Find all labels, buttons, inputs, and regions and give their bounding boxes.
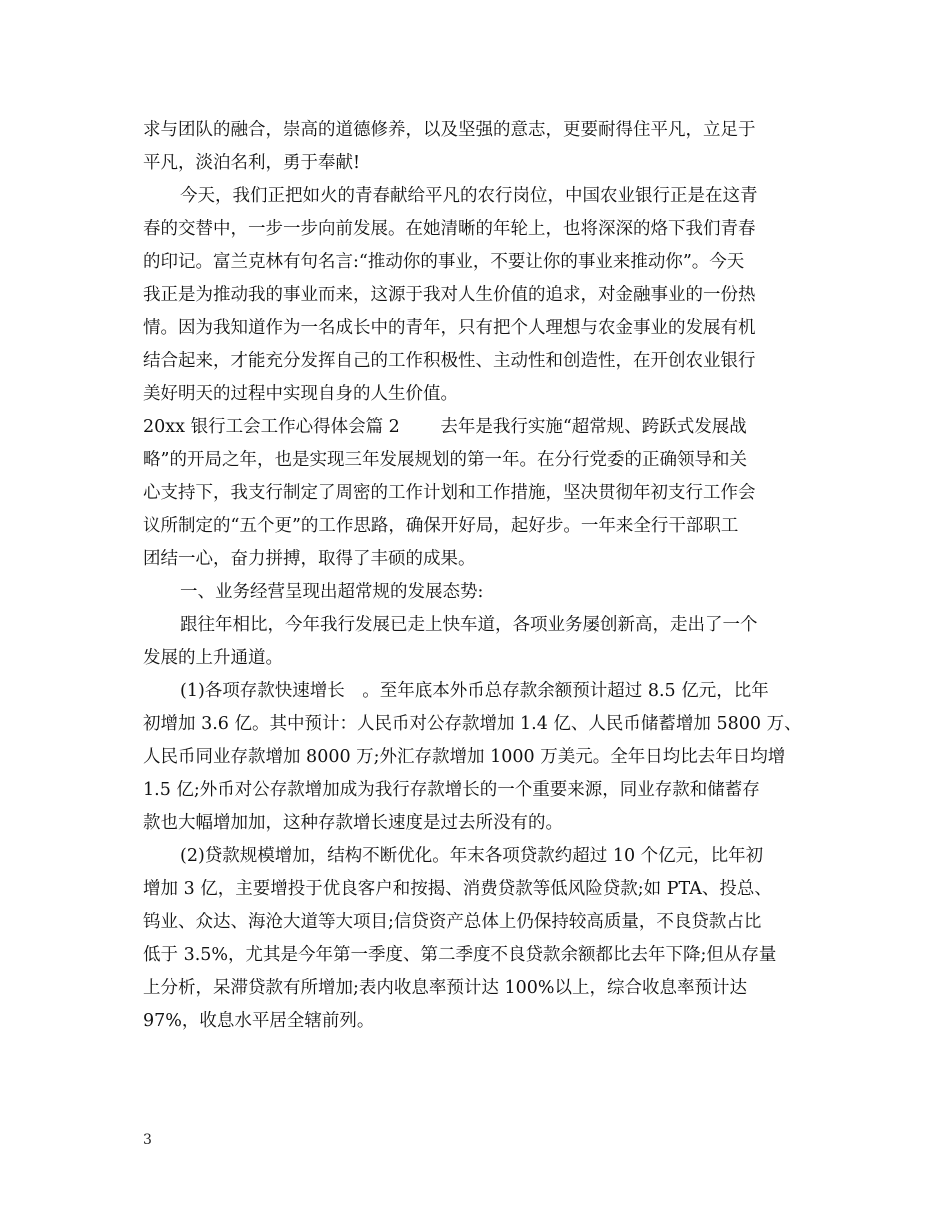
text-line: 美好明天的过程中实现自身的人生价值。 <box>143 384 458 404</box>
text-line: 春的交替中，一步一步向前发展。在她清晰的年轮上，也将深深的烙下我们青春 <box>143 219 756 239</box>
page-number: 3 <box>143 1132 152 1148</box>
text-line: 20xx 银行工会工作心得体会篇 2 去年是我行实施“超常规、跨跃式发展战 <box>143 417 747 437</box>
text-line: 上分析，呆滞贷款有所增加;表内收息率预计达 100%以上，综合收息率预计达 <box>143 978 747 998</box>
text-line: 款也大幅增加加，这种存款增长速度是过去所没有的。 <box>143 813 563 833</box>
text-line: 低于 3.5%，尤其是今年第一季度、第二季度不良贷款余额都比去年下降;但从存量 <box>143 945 777 965</box>
text-line: 增加 3 亿，主要增投于优良客户和按揭、消费贷款等低风险贷款;如 PTA、投总、 <box>143 879 772 899</box>
text-line: 求与团队的融合，崇高的道德修养，以及坚强的意志，更要耐得住平凡，立足于 <box>143 120 756 140</box>
text-line: (1)各项存款快速增长 。至年底本外币总存款余额预计超过 8.5 亿元，比年 <box>180 681 769 701</box>
text-line: 一、业务经营呈现出超常规的发展态势: <box>180 582 484 602</box>
text-line: (2)贷款规模增加，结构不断优化。年末各项贷款约超过 10 个亿元，比年初 <box>180 846 764 866</box>
text-line: 今天，我们正把如火的青春献给平凡的农行岗位，中国农业银行正是在这青 <box>180 186 758 206</box>
text-line: 结合起来，才能充分发挥自己的工作积极性、主动性和创造性，在开创农业银行 <box>143 351 756 371</box>
text-line: 议所制定的“五个更”的工作思路，确保开好局，起好步。一年来全行干部职工 <box>143 516 739 536</box>
text-line: 发展的上升通道。 <box>143 648 283 668</box>
text-line: 团结一心，奋力拼搏，取得了丰硕的成果。 <box>143 549 476 569</box>
text-line: 的印记。富兰克林有句名言:“推动你的事业，不要让你的事业来推动你”。今天 <box>143 252 745 272</box>
text-line: 97%，收息水平居全辖前列。 <box>143 1011 375 1031</box>
text-line: 跟往年相比，今年我行发展已走上快车道，各项业务屡创新高，走出了一个 <box>180 615 758 635</box>
text-line: 我正是为推动我的事业而来，这源于我对人生价值的追求，对金融事业的一份热 <box>143 285 756 305</box>
text-line: 略”的开局之年，也是实现三年发展规划的第一年。在分行党委的正确领导和关 <box>143 450 747 470</box>
text-line: 情。因为我知道作为一名成长中的青年，只有把个人理想与农金事业的发展有机 <box>143 318 756 338</box>
text-line: 平凡，淡泊名利，勇于奉献! <box>143 153 361 173</box>
text-line: 初增加 3.6 亿。其中预计：人民币对公存款增加 1.4 亿、人民币储蓄增加 5800 万、 <box>143 714 802 734</box>
text-line: 1.5 亿;外币对公存款增加成为我行存款增长的一个重要来源，同业存款和储蓄存 <box>143 780 760 800</box>
text-line: 钨业、众达、海沧大道等大项目;信贷资产总体上仍保持较高质量，不良贷款占比 <box>143 912 762 932</box>
text-line: 人民币同业存款增加 8000 万;外汇存款增加 1000 万美元。全年日均比去年日均增 <box>143 747 786 767</box>
text-line: 心支持下，我支行制定了周密的工作计划和工作措施，坚决贯彻年初支行工作会 <box>143 483 756 503</box>
document-body <box>143 114 818 1038</box>
